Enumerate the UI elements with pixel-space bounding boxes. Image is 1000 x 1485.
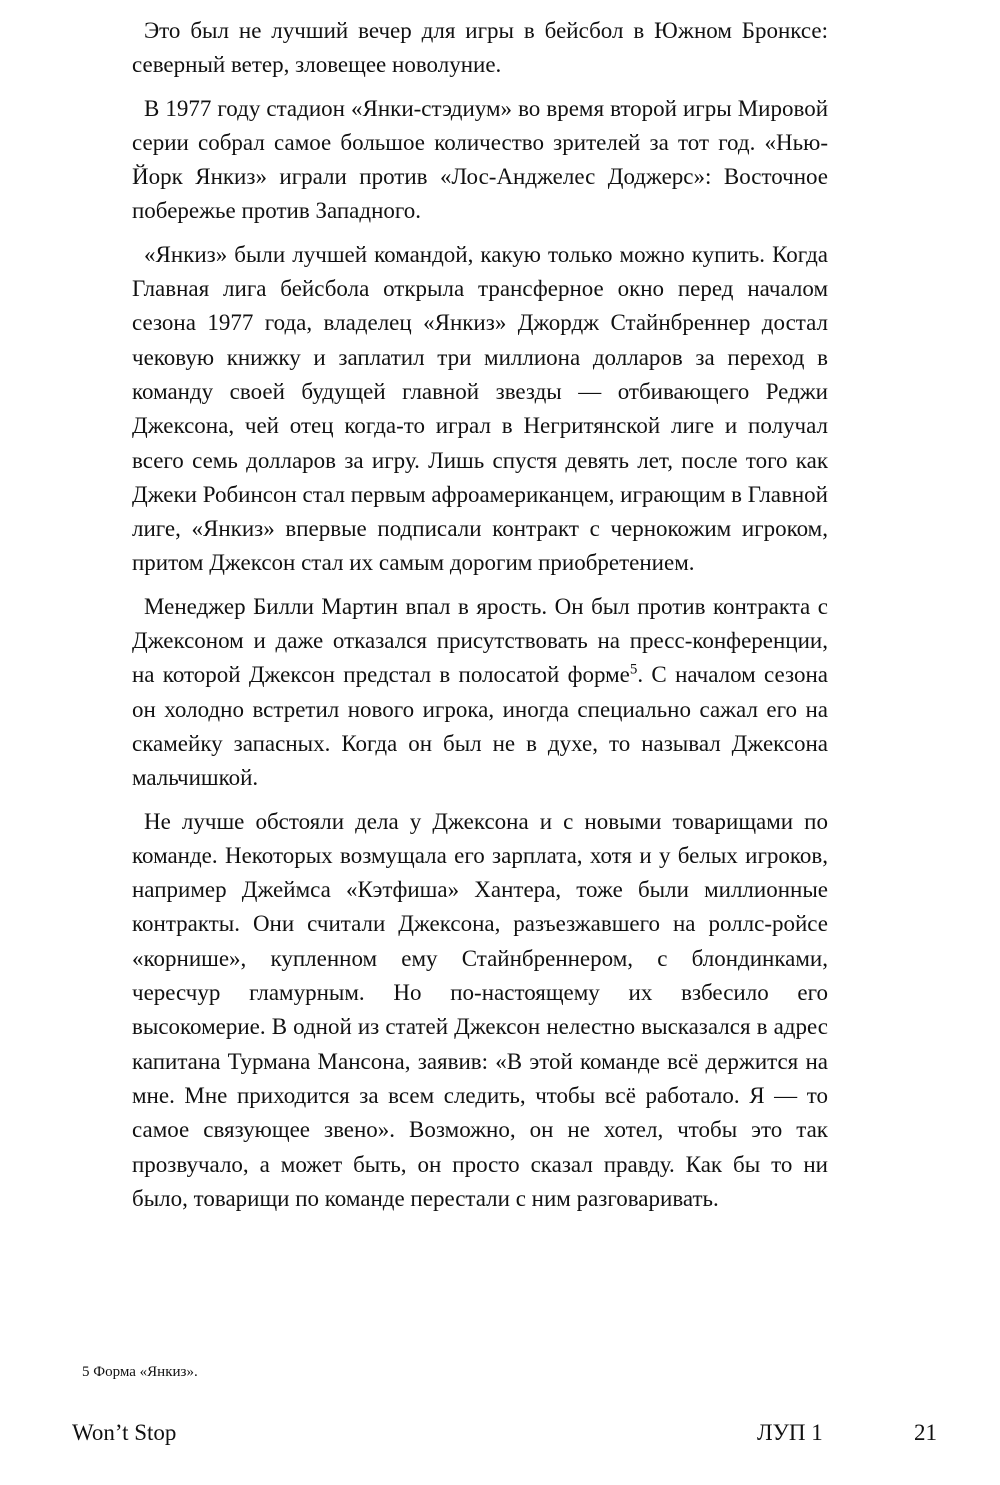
page-number: 21 xyxy=(914,1420,937,1445)
footer-chapter: ЛУП 1 xyxy=(757,1420,823,1445)
footnote-reference[interactable]: 5 xyxy=(629,661,638,678)
paragraph-1: Это был не лучший вечер для игры в бейсбол в Южном Бронксе: северный ветер, зловещее новолуние. xyxy=(132,18,828,78)
paragraph-5: Не лучше обстояли дела у Джексона и с новыми товарищами по команде. Некоторых возмущала его зарплата, хотя и у белых игроков, например Джеймса «Кэтфиша» Хантера, тоже были миллионные контракты. Они считали Джексона, разъезжавшего на роллс-ройсе «корнише», купленном ему Стайнбреннером, с блондинками, чересчур гламурным. Но по-настоящему их взбесило его высокомерие. В одной из статей Джексон нелестно высказался в адрес капитана Турмана Мансона, заявив: «В этой команде всё держится на мне. Мне приходится за всем следить, чтобы всё работало. Я — то самое связующее звено». Возможно, он не хотел, чтобы это так прозвучало, а может быть, он просто сказал правду. Как бы то ни было, товарищи по команде перестали с ним разговаривать. xyxy=(132,808,828,1211)
paragraph-4 xyxy=(132,590,828,796)
footer-book-title: Won’t Stop xyxy=(72,1420,177,1445)
footnote: 5 Форма «Янкиз». xyxy=(82,1364,198,1380)
paragraph-4-text-after: . С началом сезона он холодно встретил нового игрока, иногда специально сажал его на скамейку запасных. Когда он был не в духе, то называл Джексона мальчишкой. xyxy=(132,662,828,791)
paragraph-3: «Янкиз» были лучшей командой, какую только можно купить. Когда Главная лига бейсбола открыла трансферное окно перед началом сезона 1977 года, владелец «Янкиз» Джордж Стайнбреннер достал чековую книжку и заплатил три миллиона долларов за переход в команду своей будущей главной звезды — отбивающего Реджи Джексона, чей отец когда-то играл в Негритянской лиге и получал всего семь долларов за игру. Лишь спустя девять лет, после того как Джеки Робинсон стал первым афроамериканцем, играющим в Главной лиге, «Янкиз» впервые подписали контракт с чернокожим игроком, притом Джексон стал их самым дорогим приобретением. xyxy=(132,241,828,576)
paragraph-2: В 1977 году стадион «Янки-стэдиум» во время второй игры Мировой серии собрал самое большое количество зрителей за тот год. «Нью-Йорк Янкиз» играли против «Лос-Анджелес Доджерс»: Восточное побережье против Западного. xyxy=(132,95,828,224)
paragraph-4-text-before: Менеджер Билли Мартин впал в ярость. Он был против контракта с Джексоном и даже отказался присутствовать на пресс-конференции, на которой Джексон предстал в полосатой форме xyxy=(132,593,828,688)
main-text xyxy=(132,14,828,1225)
